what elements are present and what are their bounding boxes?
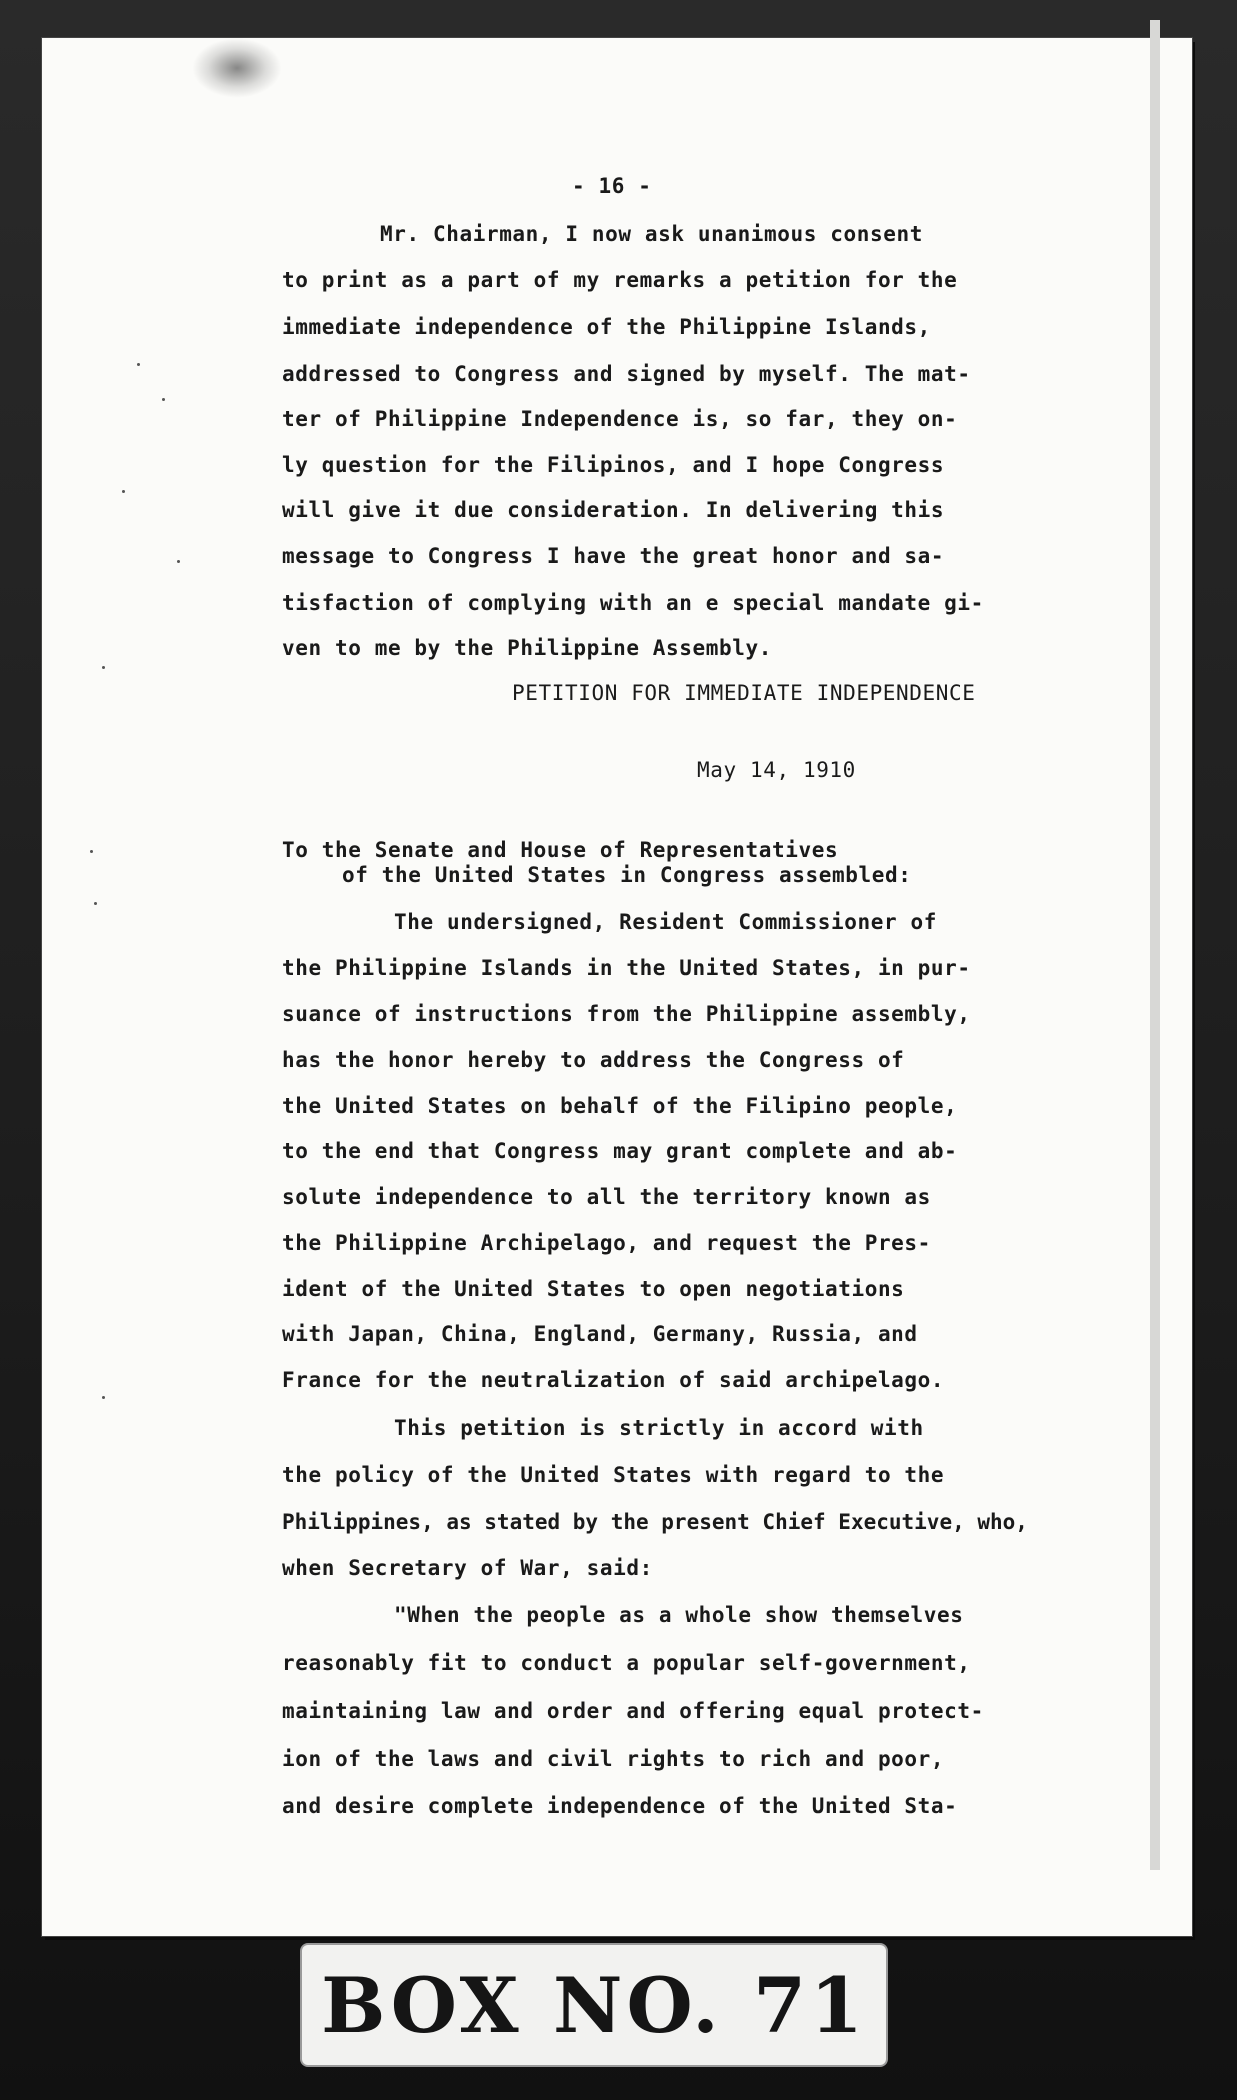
text-line: Mr. Chairman, I now ask unanimous consent — [380, 222, 923, 246]
petition-heading: PETITION FOR IMMEDIATE INDEPENDENCE — [512, 681, 976, 705]
text-line: when Secretary of War, said: — [282, 1556, 653, 1580]
margin-speck — [137, 363, 140, 366]
text-line: the Philippine Archipelago, and request the Pres- — [282, 1231, 931, 1255]
text-line: the United States on behalf of the Filipino people, — [282, 1094, 958, 1118]
margin-speck — [162, 398, 165, 401]
text-line: tisfaction of complying with an e special mandate gi- — [282, 591, 984, 615]
page-number: - 16 - — [572, 174, 652, 198]
petition-date: May 14, 1910 — [697, 758, 856, 782]
text-line: ven to me by the Philippine Assembly. — [282, 636, 772, 660]
margin-speck — [102, 1396, 105, 1399]
text-line: immediate independence of the Philippine Islands, — [282, 315, 931, 339]
text-line: This petition is strictly in accord with — [394, 1416, 924, 1440]
ink-smudge — [192, 38, 282, 98]
text-line: will give it due consideration. In delivering this — [282, 498, 945, 522]
address-line: To the Senate and House of Representatives — [282, 838, 839, 862]
typewritten-sheet — [42, 38, 1192, 1936]
text-line: maintaining law and order and offering equal protect- — [282, 1699, 984, 1723]
text-line: addressed to Congress and signed by myself. The mat- — [282, 362, 971, 386]
text-line: ter of Philippine Independence is, so far, they on- — [282, 407, 958, 431]
margin-speck — [102, 666, 105, 669]
box-label — [302, 1945, 886, 2065]
text-line: has the honor hereby to address the Congress of — [282, 1048, 905, 1072]
text-line: Philippines, as stated by the present Chief Executive, who, — [282, 1510, 1028, 1534]
margin-speck — [94, 902, 97, 905]
text-line: solute independence to all the territory known as — [282, 1185, 931, 1209]
text-line: suance of instructions from the Philippine assembly, — [282, 1002, 971, 1026]
text-line: the Philippine Islands in the United States, in pur- — [282, 956, 971, 980]
box-label-text: BOX NO. 71 — [321, 1960, 867, 2050]
text-line: to print as a part of my remarks a petition for the — [282, 268, 958, 292]
text-line: ion of the laws and civil rights to rich and poor, — [282, 1747, 945, 1771]
margin-speck — [177, 560, 180, 563]
text-line: with Japan, China, England, Germany, Russia, and — [282, 1322, 918, 1346]
address-line: of the United States in Congress assembled: — [342, 863, 912, 887]
text-line: ly question for the Filipinos, and I hope Congress — [282, 453, 945, 477]
text-line: reasonably fit to conduct a popular self-government, — [282, 1651, 971, 1675]
text-line: "When the people as a whole show themselves — [394, 1603, 964, 1627]
margin-speck — [122, 490, 125, 493]
text-line: message to Congress I have the great honor and sa- — [282, 544, 945, 568]
text-line: The undersigned, Resident Commissioner of — [394, 910, 937, 934]
text-line: France for the neutralization of said archipelago. — [282, 1368, 945, 1392]
sheet-edge — [1150, 20, 1160, 1870]
text-line: ident of the United States to open negotiations — [282, 1277, 905, 1301]
text-line: the policy of the United States with regard to the — [282, 1463, 945, 1487]
text-line: to the end that Congress may grant complete and ab- — [282, 1139, 958, 1163]
margin-speck — [90, 850, 93, 853]
text-line: and desire complete independence of the United Sta- — [282, 1794, 958, 1818]
